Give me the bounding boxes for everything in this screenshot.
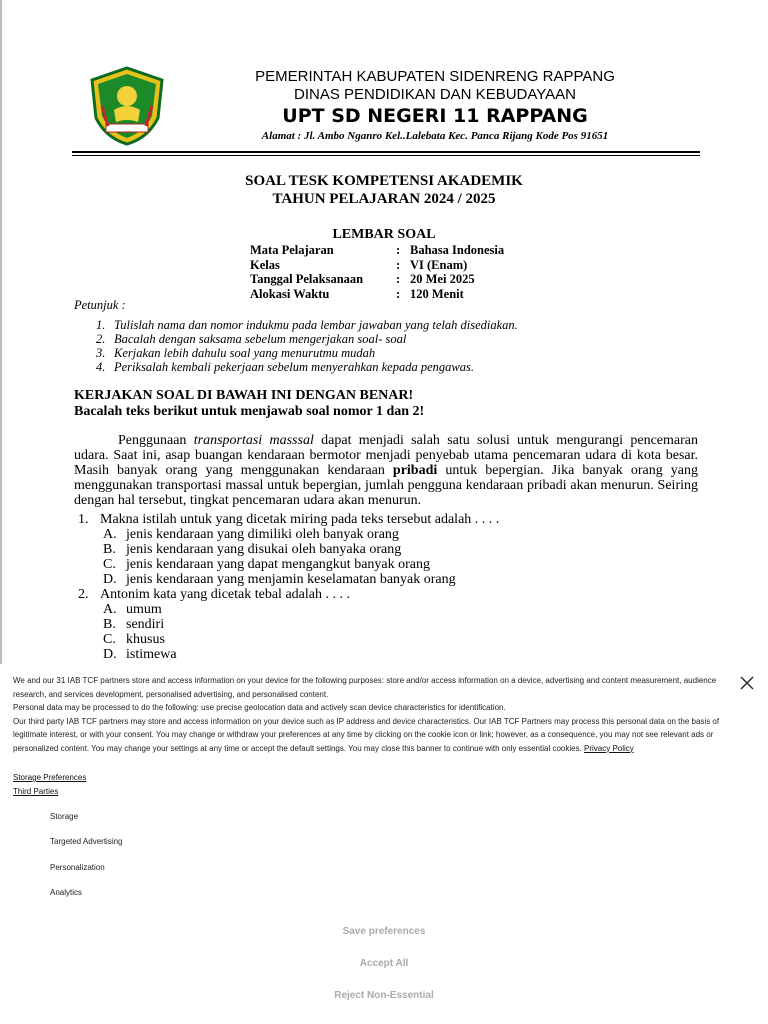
instructions-label: Petunjuk :: [74, 298, 126, 312]
exam-info: [250, 243, 504, 301]
instruction-item: 3. Kerjakan lebih dahulu soal yang menurutmu mudah: [96, 346, 376, 360]
reject-non-essential-button[interactable]: Reject Non-Essential: [334, 990, 434, 1001]
instruction-item: 2. Bacalah dengan saksama sebelum mengerjakan soal- soal: [96, 332, 407, 346]
consent-paragraph: We and our 31 IAB TCF partners store and access information on your device for the following purposes: store and/or access information on a device, advertising and content measurement, audience research, and services development, personalised advertising, and personalised content.: [13, 676, 717, 699]
info-sep: :: [396, 257, 401, 272]
info-row: [250, 258, 504, 273]
question-1-option: B. jenis kendaraan yang disukai oleh banyaka orang: [103, 542, 402, 557]
info-key: Tanggal Pelaksanaan: [250, 272, 364, 286]
consent-links: [13, 771, 86, 798]
question-2-option: B. sendiri: [103, 617, 165, 632]
info-sep: :: [396, 272, 401, 286]
info-sep: :: [396, 243, 401, 257]
close-icon[interactable]: [738, 674, 756, 692]
exam-title: SOAL TESK KOMPETENSI AKADEMIK: [245, 173, 523, 189]
instruction-item: 1. Tulislah nama dan nomor indukmu pada lembar jawaban yang telah disediakan.: [96, 318, 518, 332]
info-row: [250, 272, 504, 287]
task-instruction: [74, 388, 424, 420]
question-2-option: A. umum: [103, 602, 162, 617]
info-row: [250, 287, 504, 302]
category-personalization[interactable]: Personalization: [50, 863, 105, 872]
info-value: Bahasa Indonesia: [410, 243, 505, 257]
letterhead-rule-thin: [72, 155, 700, 156]
question-1-option: A. jenis kendaraan yang dimiliki oleh banyak orang: [103, 527, 399, 542]
storage-preferences-link[interactable]: Storage Preferences: [13, 773, 87, 782]
info-row: [250, 243, 504, 258]
letterhead-school: UPT SD NEGERI 11 RAPPANG: [282, 105, 588, 127]
info-value: 20 Mei 2025: [410, 272, 475, 286]
save-preferences-button[interactable]: Save preferences: [342, 926, 426, 937]
info-value: VI (Enam): [410, 257, 468, 272]
question-1: 1. Makna istilah untuk yang dicetak miring pada teks tersebut adalah . . . .: [78, 512, 500, 527]
question-1-option: C. jenis kendaraan yang dapat mengangkut banyak orang: [103, 557, 431, 572]
accept-all-button[interactable]: Accept All: [359, 958, 409, 969]
letterhead-address: Alamat : Jl. Ambo Nganro Kel..Lalebata Kec. Panca Rijang Kode Pos 91651: [261, 130, 609, 142]
cookie-consent-banner: [0, 664, 768, 1024]
letterhead-government: PEMERINTAH KABUPATEN SIDENRENG RAPPANG: [255, 68, 615, 85]
consent-paragraph: Our third party IAB TCF partners may store and access information on your device such as IP address and device characteristics. Our IAB TCF Partners may process this personal data on the basis of legitimate interest, or with your consent. You may change or withdraw your preferences at any time by clicking on the cookie icon or link; however, as a consequence, you may not see relevant ads or personalized content. You may change your settings at any time or accept the default settings. You may close this banner to continue with only essential cookies. Privacy Policy: [13, 716, 720, 753]
category-targeted-advertising[interactable]: Targeted Advertising: [50, 837, 123, 846]
sheet-title: LEMBAR SOAL: [332, 227, 436, 242]
letterhead: [200, 68, 670, 144]
info-key: Kelas: [250, 257, 280, 272]
regency-emblem-logo: [88, 66, 166, 146]
third-parties-link[interactable]: Third Parties: [13, 786, 59, 796]
instruction-item: 4. Periksalah kembali pekerjaan sebelum menyerahkan kepada pengawas.: [96, 360, 474, 374]
instructions-list: [96, 318, 518, 374]
question-2: 2. Antonim kata yang dicetak tebal adalah . . . .: [78, 587, 350, 602]
consent-paragraph: Personal data may be processed to do the following: use precise geolocation data and actively scan device characteristics for identification.: [13, 703, 506, 712]
letterhead-rule: [72, 151, 700, 153]
reading-passage: Penggunaan transportasi masssal dapat menjadi salah satu solusi untuk mengurangi pencemaran udara. Saat ini, asap buangan kendaraan bermotor menjadi penyebab utama pencemaran udara di kota besar. Masih banyak orang yang menggunakan kendaraan pribadi untuk bepergian. Jika banyak orang yang menggunakan transportasi massal untuk bepergian, jumlah pengguna kendaraan pribadi akan menurun. Seiring dengan hal tersebut, tingkat pencemaran udara akan menurun.: [74, 433, 698, 508]
category-analytics[interactable]: Analytics: [50, 888, 83, 897]
info-sep: :: [396, 286, 401, 301]
privacy-policy-link[interactable]: Privacy Policy: [584, 743, 634, 753]
consent-text: [13, 674, 725, 755]
info-key: Alokasi Waktu: [250, 286, 330, 301]
letterhead-office: DINAS PENDIDIKAN DAN KEBUDAYAAN: [293, 86, 576, 103]
info-value: 120 Menit: [410, 286, 464, 301]
task-subheading: Bacalah teks berikut untuk menjawab soal nomor 1 dan 2!: [74, 404, 425, 419]
task-heading: KERJAKAN SOAL DI BAWAH INI DENGAN BENAR!: [74, 388, 414, 403]
category-storage[interactable]: Storage: [50, 812, 79, 821]
question-2-option: D. istimewa: [103, 647, 177, 662]
info-key: Mata Pelajaran: [250, 243, 334, 257]
passage-italic-term: transportasi masssal: [193, 433, 314, 448]
question-1-option: D. jenis kendaraan yang menjamin keselamatan banyak orang: [103, 572, 456, 587]
passage-bold-term: pribadi: [392, 463, 438, 478]
exam-year: TAHUN PELAJARAN 2024 / 2025: [272, 191, 496, 207]
question-2-option: C. khusus: [103, 632, 165, 647]
